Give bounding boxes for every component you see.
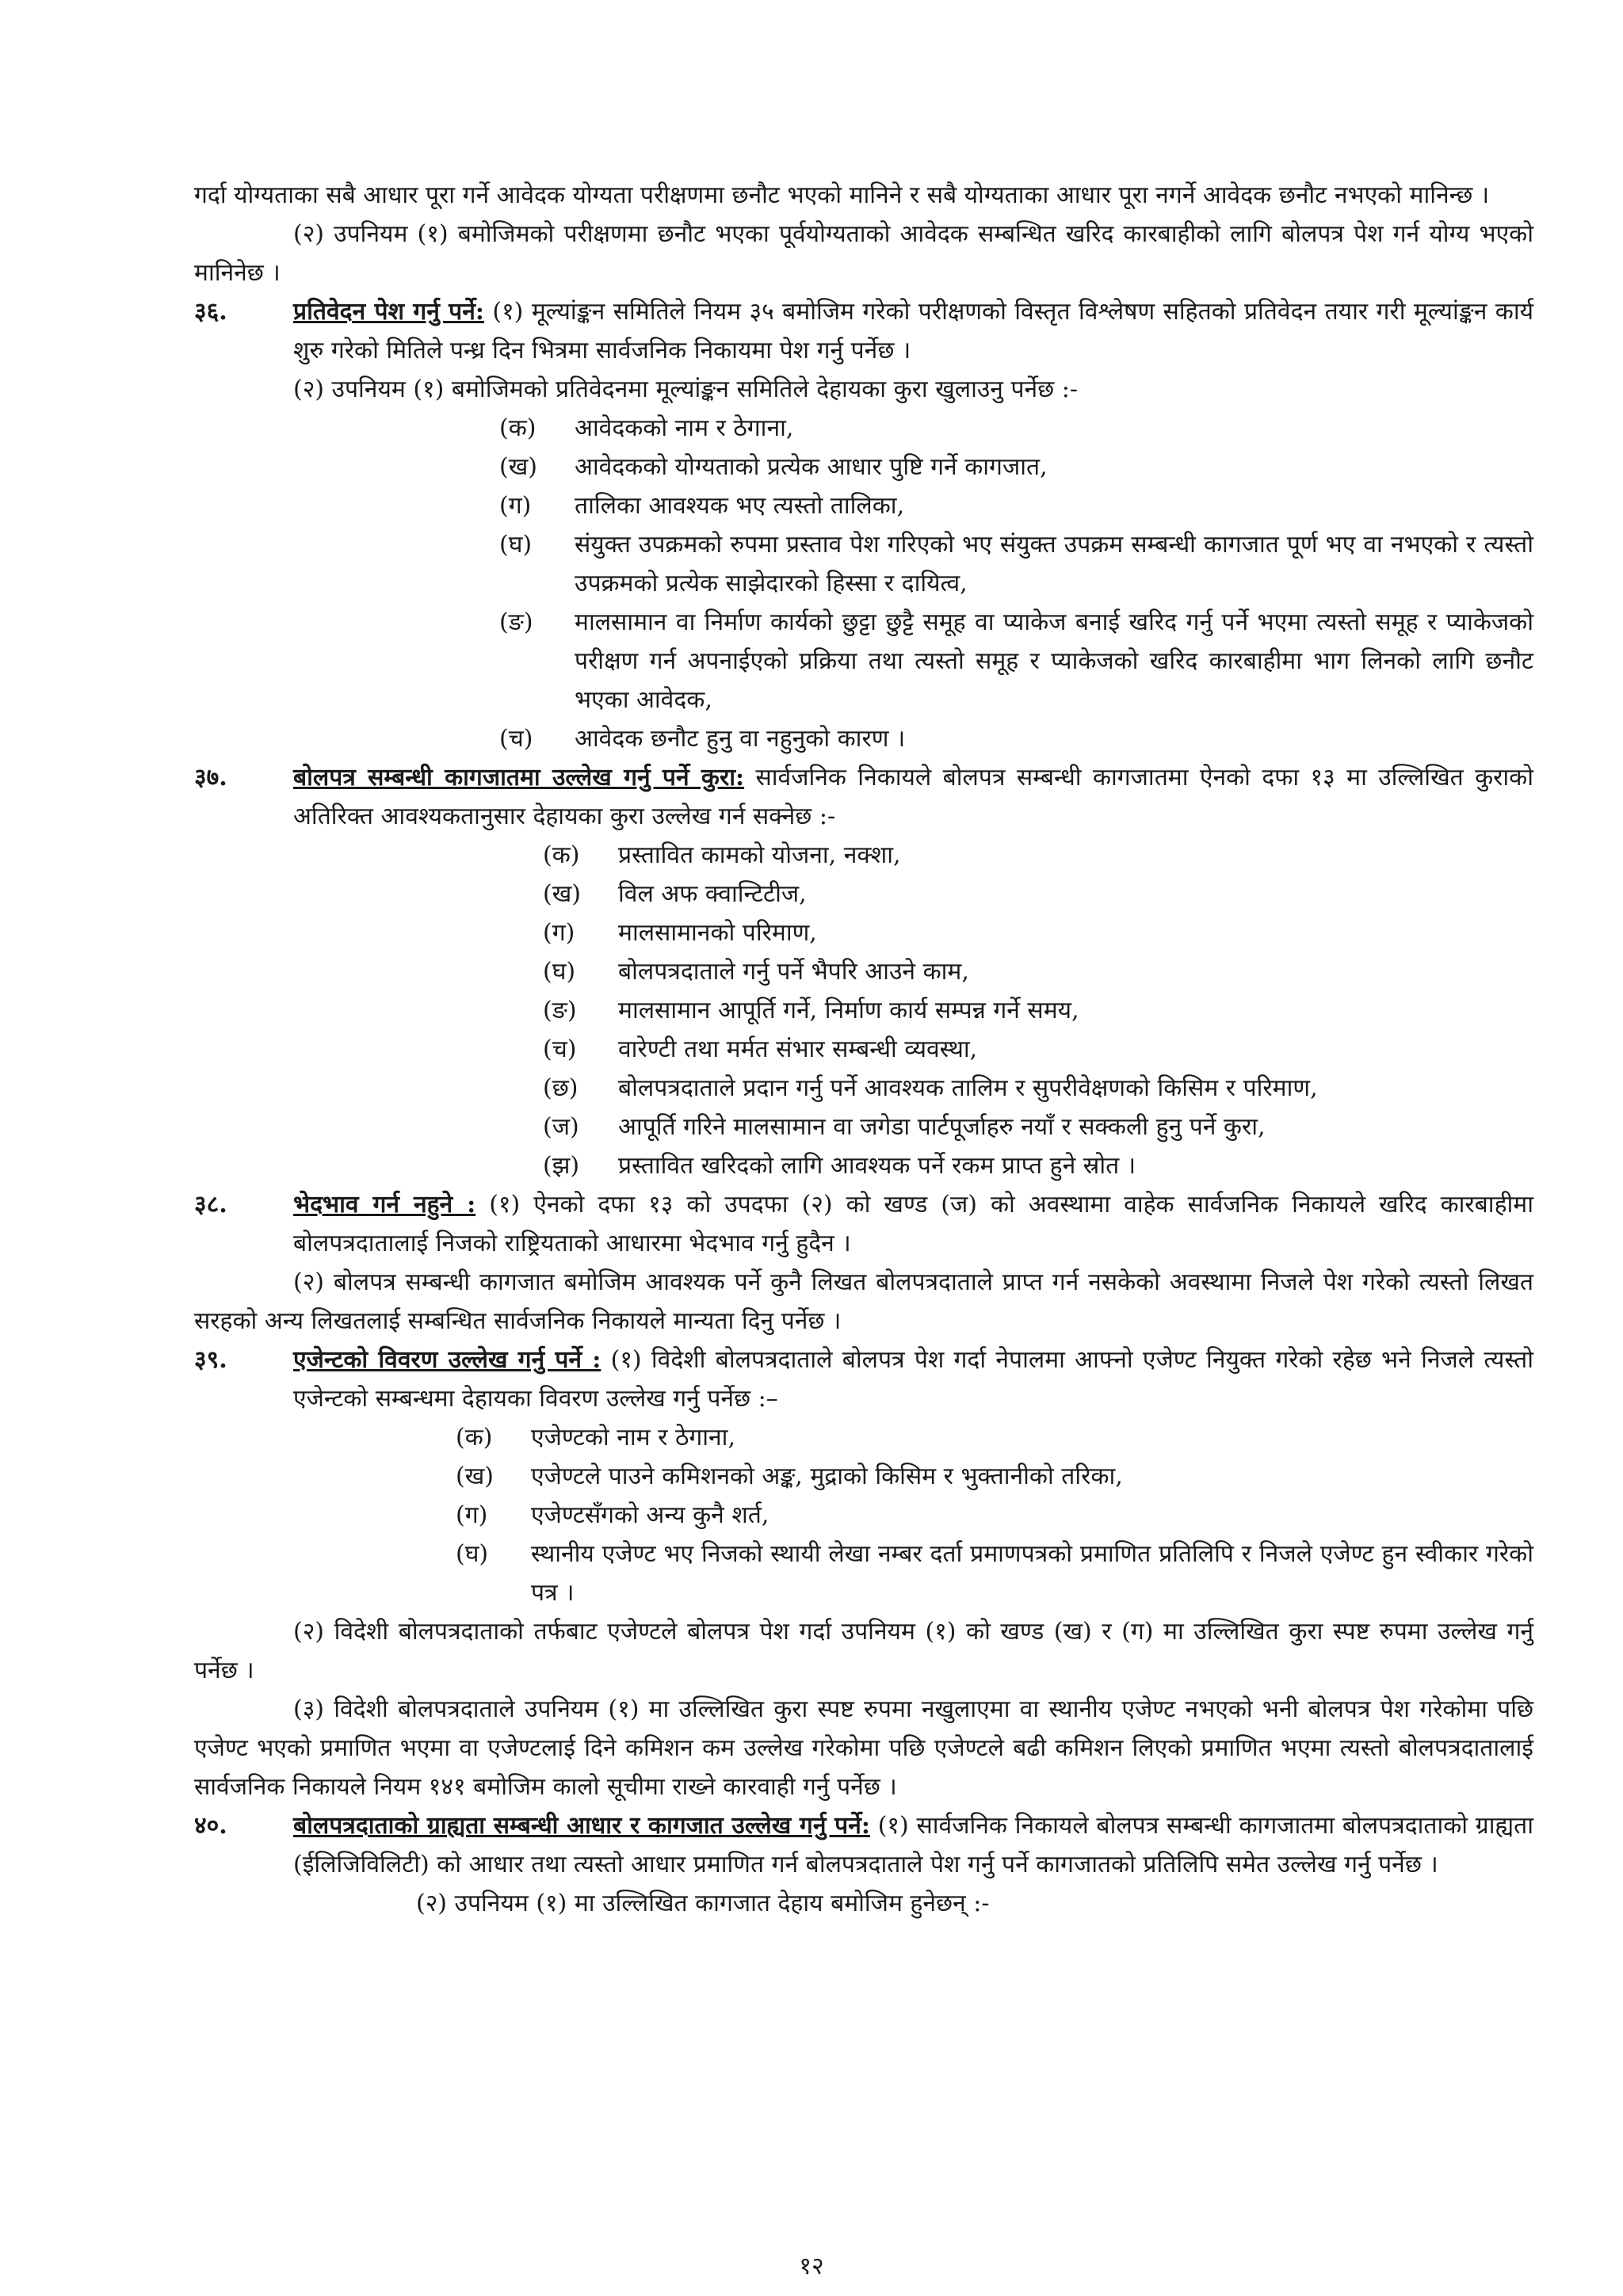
section-text: (१) सार्वजनिक निकायले बोलपत्र सम्बन्धी कागजातमा बोलपत्रदाताको ग्राह्यता (ईलिजिविलिटी) को आधार तथा त्यस्तो आधार प्रमाणित गर्न बोलपत्रदाताले पेश गर्नु पर्ने कागजातको प्रतिलिपि समेत उल्लेख गर्नु पर्नेछ । <box>293 1812 1533 1878</box>
section-title: बोलपत्रदाताको ग्राह्यता सम्बन्धी आधार र कागजात उल्लेख गर्नु पर्ने: <box>293 1812 870 1840</box>
item-label: (ग) <box>499 492 532 520</box>
item-label: (च) <box>543 1035 577 1063</box>
item-label: (क) <box>456 1424 493 1451</box>
item-text: विल अफ क्वान्टिटीज, <box>618 880 807 908</box>
section-text: सार्वजनिक निकायले बोलपत्र सम्बन्धी कागजातमा ऐनको दफा १३ मा उल्लिखित कुराको अतिरिक्त आवश्यकतानुसार देहायका कुरा उल्लेख गर्न सक्नेछ :- <box>293 764 1533 830</box>
section-title: बोलपत्र सम्बन्धी कागजातमा उल्लेख गर्नु पर्ने कुरा: <box>293 764 745 791</box>
section-40 <box>194 1806 1533 1884</box>
item-text: बोलपत्रदाताले प्रदान गर्नु पर्ने आवश्यक तालिम र सुपरीवेक्षणको किसिम र परिमाण, <box>618 1074 1318 1102</box>
item-label: (ख) <box>543 880 581 908</box>
item-text: तालिका आवश्यक भए त्यस्तो तालिका, <box>575 492 905 520</box>
section-37 <box>194 758 1533 836</box>
list-item <box>499 448 1533 486</box>
item-text: आवेदकको योग्यताको प्रत्येक आधार पुष्टि गर्ने कागजात, <box>575 453 1048 481</box>
section-body <box>293 1341 1533 1418</box>
section-title: भेदभाव गर्न नहुने : <box>293 1191 476 1219</box>
item-text: वारेण्टी तथा मर्मत संभार सम्बन्धी व्यवस्था, <box>618 1035 978 1063</box>
item-text: एजेण्टसँगको अन्य कुनै शर्त, <box>531 1501 769 1529</box>
page-number: १२ <box>799 2252 824 2280</box>
item-label: (क) <box>543 841 580 869</box>
item-label: (ग) <box>456 1501 488 1529</box>
section-body <box>293 1806 1533 1884</box>
item-label: (छ) <box>543 1074 579 1102</box>
list-item <box>456 1535 1533 1612</box>
list-item <box>543 875 1533 913</box>
section-39 <box>194 1341 1533 1418</box>
item-label: (ख) <box>499 453 537 481</box>
item-label: (घ) <box>499 531 533 559</box>
section-38 <box>194 1185 1533 1263</box>
item-text: आवेदक छनौट हुनु वा नहुनुको कारण । <box>575 725 906 753</box>
section-text: (१) ऐनको दफा १३ को उपदफा (२) को खण्ड (ज) को अवस्थामा वाहेक सार्वजनिक निकायले खरिद कारबाहीमा बोलपत्रदातालाई निजको राष्ट्रियताको आधारमा भेदभाव गर्नु हुदैन । <box>293 1191 1533 1257</box>
list-item <box>543 1108 1533 1146</box>
item-text: संयुक्त उपक्रमको रुपमा प्रस्ताव पेश गरिएको भए संयुक्त उपक्रम सम्बन्धी कागजात पूर्ण भए वा नभएको र त्यस्तो उपक्रमको प्रत्येक साझेदारको हिस्सा र दायित्व, <box>575 531 1533 597</box>
list-item <box>543 1069 1533 1108</box>
document-body <box>194 176 1533 1923</box>
intro-paragraph: गर्दा योग्यताका सबै आधार पूरा गर्ने आवेदक योग्यता परीक्षणमा छनौट भएको मानिने र सबै योग्यताका आधार पूरा नगर्ने आवेदक छनौट नभएको मानिन्छ । <box>194 181 1490 209</box>
section-body <box>293 758 1533 836</box>
item-label: (ख) <box>456 1463 494 1490</box>
item-label: (क) <box>499 414 537 442</box>
list-item <box>456 1496 1533 1535</box>
item-text: मालसामान वा निर्माण कार्यको छुट्टा छुट्टै समूह वा प्याकेज बनाई खरिद गर्नु पर्ने भएमा त्यस्तो समूह र प्याकेजको परीक्षण गर्न अपनाईएको प्रक्रिया तथा त्यस्तो समूह र प्याकेजको खरिद कारबाहीमा भाग लिनको लागि छनौट भएका आवेदक, <box>575 608 1533 714</box>
section-body <box>293 1185 1533 1263</box>
section-39-list <box>456 1418 1533 1612</box>
item-label: (ङ) <box>543 997 577 1024</box>
section-text: (१) मूल्यांङ्कन समितिले नियम ३५ बमोजिम गरेको परीक्षणको विस्तृत विश्लेषण सहितको प्रतिवेदन तयार गरी मूल्यांङ्कन कार्य शुरु गरेको मितिले पन्ध्र दिन भित्रमा सार्वजनिक निकायमा पेश गर्नु पर्नेछ । <box>293 298 1533 364</box>
list-item <box>543 952 1533 991</box>
list-item <box>543 1030 1533 1069</box>
item-text: एजेण्टले पाउने कमिशनको अङ्क, मुद्राको किसिम र भुक्तानीको तरिका, <box>531 1463 1123 1490</box>
item-text: बोलपत्रदाताले गर्नु पर्ने भैपरि आउने काम, <box>618 958 969 986</box>
list-item <box>543 1146 1533 1185</box>
list-item <box>499 719 1533 758</box>
section-body <box>293 292 1533 370</box>
section-title: एजेन्टको विवरण उल्लेख गर्नु पर्ने : <box>293 1346 601 1374</box>
list-item <box>499 525 1533 603</box>
section-38-subrule-2: (२) बोलपत्र सम्बन्धी कागजात बमोजिम आवश्यक पर्ने कुनै लिखत बोलपत्रदाताले प्राप्त गर्न नसकेको अवस्थामा निजले पेश गरेको त्यस्तो लिखत सरहको अन्य लिखतलाई सम्बन्धित सार्वजनिक निकायले मान्यता दिनु पर्नेछ । <box>194 1268 1533 1335</box>
section-number: ३७. <box>194 764 227 791</box>
list-item <box>543 991 1533 1030</box>
item-text: आपूर्ति गरिने मालसामान वा जगेडा पार्टपूर्जाहरु नयाँ र सक्कली हुनु पर्ने कुरा, <box>618 1113 1266 1141</box>
item-label: (घ) <box>456 1540 489 1568</box>
list-item <box>499 486 1533 525</box>
list-item <box>499 603 1533 719</box>
section-39-subrule-2: (२) विदेशी बोलपत्रदाताको तर्फबाट एजेण्टले बोलपत्र पेश गर्दा उपनियम (१) को खण्ड (ख) र (ग) मा उल्लिखित कुरा स्पष्ट रुपमा उल्लेख गर्नु पर्नेछ । <box>194 1618 1533 1684</box>
item-label: (ग) <box>543 919 575 947</box>
section-36-list <box>499 409 1533 758</box>
item-text: स्थानीय एजेण्ट भए निजको स्थायी लेखा नम्बर दर्ता प्रमाणपत्रको प्रमाणित प्रतिलिपि र निजले एजेण्ट हुन स्वीकार गरेको पत्र । <box>531 1540 1533 1607</box>
item-text: प्रस्तावित खरिदको लागि आवश्यक पर्ने रकम प्राप्त हुने स्रोत । <box>618 1152 1136 1180</box>
item-text: मालसामानको परिमाण, <box>618 919 817 947</box>
section-number: ३८. <box>194 1191 227 1219</box>
item-text: मालसामान आपूर्ति गर्ने, निर्माण कार्य सम्पन्न गर्ने समय, <box>618 997 1079 1024</box>
section-number: ४०. <box>194 1812 227 1840</box>
section-36-subrule-2: (२) उपनियम (१) बमोजिमको प्रतिवेदनमा मूल्यांङ्कन समितिले देहायका कुरा खुलाउनु पर्नेछ :- <box>293 376 1078 403</box>
list-item <box>456 1418 1533 1457</box>
section-37-list <box>543 836 1533 1185</box>
list-item <box>456 1457 1533 1496</box>
section-number: ३६. <box>194 298 227 326</box>
item-label: (घ) <box>543 958 576 986</box>
section-39-subrule-3: (३) विदेशी बोलपत्रदाताले उपनियम (१) मा उल्लिखित कुरा स्पष्ट रुपमा नखुलाएमा वा स्थानीय एजेण्ट नभएको भनी बोलपत्र पेश गरेकोमा पछि एजेण्ट भएको प्रमाणित भएमा वा एजेण्टलाई दिने कमिशन कम उल्लेख गरेकोमा पछि एजेण्टले बढी कमिशन लिएको प्रमाणित भएमा त्यस्तो बोलपत्रदातालाई सार्वजनिक निकायले नियम १४१ बमोजिम कालो सूचीमा राख्ने कारवाही गर्नु पर्नेछ । <box>194 1695 1533 1801</box>
section-text: (१) विदेशी बोलपत्रदाताले बोलपत्र पेश गर्दा नेपालमा आफ्नो एजेण्ट नियुक्त गरेको रहेछ भने निजले त्यस्तो एजेन्टको सम्बन्धमा देहायका विवरण उल्लेख गर्नु पर्नेछ :– <box>293 1346 1533 1413</box>
list-item <box>543 836 1533 875</box>
item-text: एजेण्टको नाम र ठेगाना, <box>531 1424 735 1451</box>
item-label: (च) <box>499 725 533 753</box>
section-40-subrule-2: (२) उपनियम (१) मा उल्लिखित कागजात देहाय बमोजिम हुनेछन् :- <box>416 1890 990 1917</box>
intro-subrule-2: (२) उपनियम (१) बमोजिमको परीक्षणमा छनौट भएका पूर्वयोग्यताको आवेदक सम्बन्धित खरिद कारबाहीको लागि बोलपत्र पेश गर्न योग्य भएको मानिनेछ । <box>194 220 1533 287</box>
section-36 <box>194 292 1533 370</box>
list-item <box>543 913 1533 952</box>
item-label: (झ) <box>543 1152 580 1180</box>
item-text: प्रस्तावित कामको योजना, नक्शा, <box>618 841 901 869</box>
item-text: आवेदकको नाम र ठेगाना, <box>575 414 794 442</box>
list-item <box>499 409 1533 448</box>
section-number: ३९. <box>194 1346 227 1374</box>
section-title: प्रतिवेदन पेश गर्नु पर्ने: <box>293 298 484 326</box>
item-label: (ज) <box>543 1113 579 1141</box>
item-label: (ङ) <box>499 608 533 636</box>
